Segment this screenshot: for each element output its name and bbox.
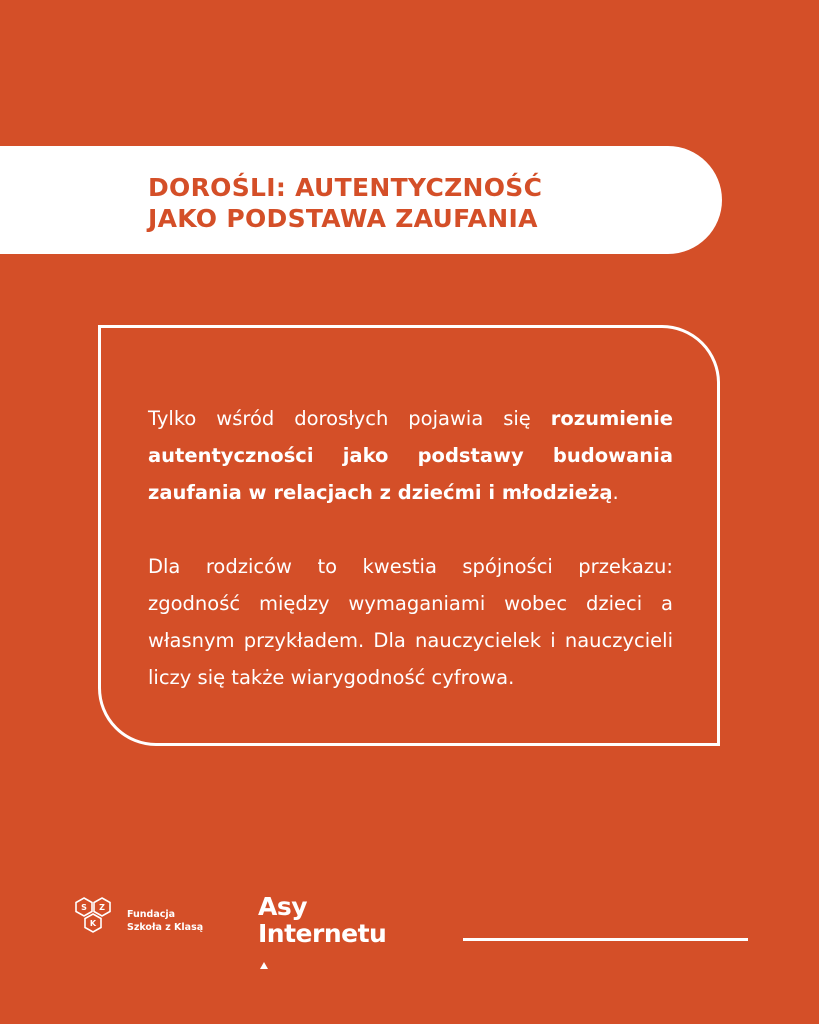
szk-line-2: Szkoła z Klasą [127, 922, 204, 933]
title-line-2: JAKO PODSTAWA ZAUFANIA [148, 204, 538, 233]
paragraph-1-bold: rozumienie autentyczności jako podstawy budowania zaufania w relacjach z dziećmi i młodzieżą [148, 407, 673, 504]
asy-line-2: Internetu [258, 919, 387, 948]
szk-line-1: Fundacja [127, 909, 176, 920]
paragraph-1 [148, 400, 673, 511]
card-text [148, 400, 673, 696]
triangle-icon [260, 962, 268, 969]
title-line-1: DOROŚLI: AUTENTYCZNOŚĆ [148, 173, 543, 202]
page-title [148, 172, 542, 234]
asy-internetu-logo [258, 893, 386, 974]
asy-line-1: Asy [258, 892, 308, 921]
paragraph-2: Dla rodziców to kwestia spójności przekazu: zgodność między wymaganiami wobec dzieci a własnym przykładem. Dla nauczycielek i nauczycieli liczy się także wiarygodność cyfrowa. [148, 555, 673, 689]
hexagon-honeycomb-icon [70, 896, 118, 944]
szk-logo-text [127, 908, 203, 934]
divider-line [463, 938, 748, 941]
paragraph-1-end: . [612, 481, 619, 504]
szk-letter-k: K [89, 919, 97, 928]
szk-letter-s: S [81, 903, 87, 912]
paragraph-1-lead: Tylko wśród dorosłych pojawia się [148, 407, 551, 430]
szk-letter-z: Z [99, 903, 105, 912]
